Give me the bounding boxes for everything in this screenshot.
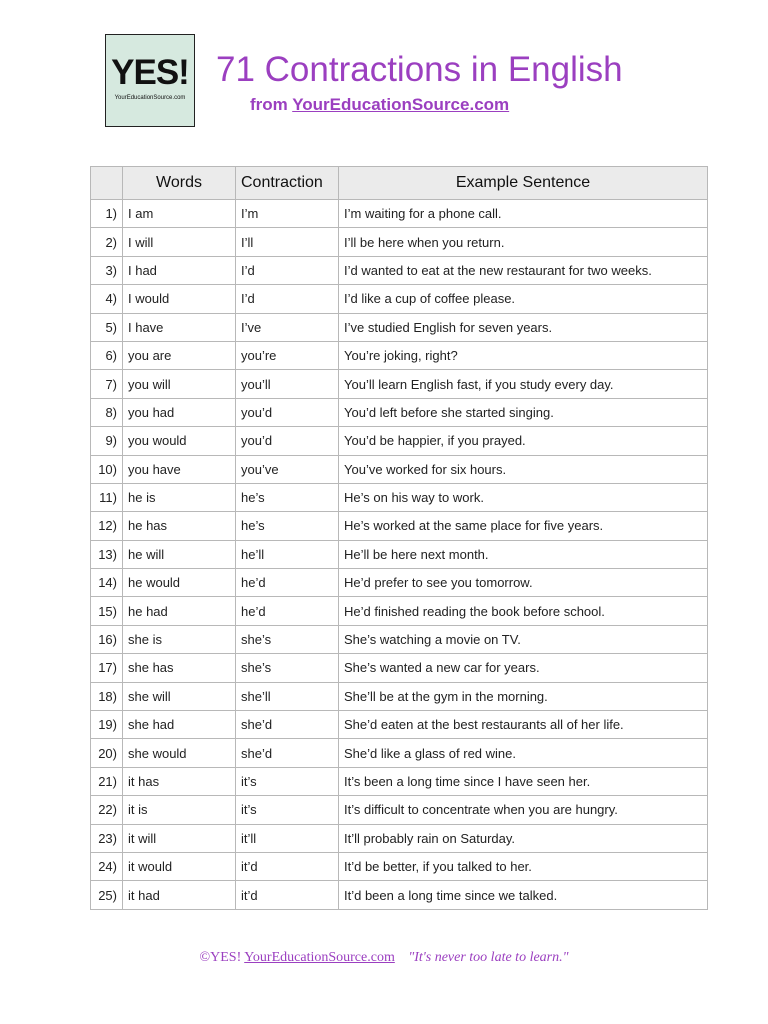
row-number: 20) <box>91 739 123 767</box>
row-example-sentence: He’ll be here next month. <box>339 540 708 568</box>
row-number: 3) <box>91 256 123 284</box>
row-example-sentence: I’d like a cup of coffee please. <box>339 285 708 313</box>
table-row <box>91 569 708 597</box>
table-row <box>91 739 708 767</box>
site-link[interactable]: YourEducationSource.com <box>292 95 510 114</box>
row-number: 5) <box>91 313 123 341</box>
row-contraction: he’ll <box>236 540 339 568</box>
row-number: 12) <box>91 512 123 540</box>
row-words: it will <box>123 824 236 852</box>
row-words: I would <box>123 285 236 313</box>
row-contraction: he’s <box>236 483 339 511</box>
row-words: he has <box>123 512 236 540</box>
row-example-sentence: I’ll be here when you return. <box>339 228 708 256</box>
table-row <box>91 852 708 880</box>
row-number: 24) <box>91 852 123 880</box>
row-number: 22) <box>91 796 123 824</box>
row-number: 7) <box>91 370 123 398</box>
table-header-row <box>91 167 708 200</box>
row-contraction: she’s <box>236 654 339 682</box>
yes-logo <box>105 34 195 127</box>
row-number: 2) <box>91 228 123 256</box>
row-words: you are <box>123 341 236 369</box>
row-example-sentence: He’d finished reading the book before school. <box>339 597 708 625</box>
row-contraction: it’d <box>236 881 339 909</box>
row-contraction: I’m <box>236 200 339 228</box>
row-contraction: it’s <box>236 767 339 795</box>
from-label: from <box>250 95 288 114</box>
row-contraction: I’ll <box>236 228 339 256</box>
row-number: 13) <box>91 540 123 568</box>
row-number: 8) <box>91 398 123 426</box>
table-row <box>91 654 708 682</box>
row-contraction: he’d <box>236 569 339 597</box>
row-example-sentence: It’s difficult to concentrate when you are hungry. <box>339 796 708 824</box>
contractions-table <box>90 166 708 910</box>
footer-site-link[interactable]: YourEducationSource.com <box>244 950 395 965</box>
table-row <box>91 682 708 710</box>
row-contraction: it’d <box>236 852 339 880</box>
row-contraction: it’ll <box>236 824 339 852</box>
row-contraction: it’s <box>236 796 339 824</box>
logo-site-name: YourEducationSource.com <box>114 95 186 101</box>
row-words: you have <box>123 455 236 483</box>
row-words: I had <box>123 256 236 284</box>
row-example-sentence: I’ve studied English for seven years. <box>339 313 708 341</box>
row-number: 25) <box>91 881 123 909</box>
row-number: 9) <box>91 427 123 455</box>
footer-quote: "It's never too late to learn." <box>408 950 569 965</box>
table-row <box>91 767 708 795</box>
row-example-sentence: You’d left before she started singing. <box>339 398 708 426</box>
row-contraction: I’ve <box>236 313 339 341</box>
row-contraction: I’d <box>236 285 339 313</box>
row-contraction: he’s <box>236 512 339 540</box>
table-row <box>91 597 708 625</box>
row-contraction: you’d <box>236 398 339 426</box>
row-example-sentence: He’s on his way to work. <box>339 483 708 511</box>
header-words: Words <box>123 167 236 200</box>
logo-word: YES! <box>111 53 189 92</box>
row-contraction: she’d <box>236 739 339 767</box>
row-example-sentence: She’d eaten at the best restaurants all of her life. <box>339 711 708 739</box>
row-number: 17) <box>91 654 123 682</box>
header-example-sentence: Example Sentence <box>339 167 708 200</box>
table-row <box>91 540 708 568</box>
row-words: she had <box>123 711 236 739</box>
row-number: 10) <box>91 455 123 483</box>
row-example-sentence: You’ll learn English fast, if you study every day. <box>339 370 708 398</box>
row-example-sentence: It’s been a long time since I have seen her. <box>339 767 708 795</box>
row-words: you would <box>123 427 236 455</box>
row-number: 14) <box>91 569 123 597</box>
row-example-sentence: I’m waiting for a phone call. <box>339 200 708 228</box>
table-row <box>91 313 708 341</box>
row-example-sentence: She’ll be at the gym in the morning. <box>339 682 708 710</box>
row-words: you had <box>123 398 236 426</box>
row-contraction: you’ve <box>236 455 339 483</box>
footer-copyright: ©YES! <box>199 950 242 965</box>
row-contraction: you’re <box>236 341 339 369</box>
table-row <box>91 370 708 398</box>
row-contraction: she’s <box>236 625 339 653</box>
row-contraction: you’ll <box>236 370 339 398</box>
row-number: 18) <box>91 682 123 710</box>
table-row <box>91 796 708 824</box>
row-number: 21) <box>91 767 123 795</box>
table-row <box>91 512 708 540</box>
row-words: she is <box>123 625 236 653</box>
row-words: it is <box>123 796 236 824</box>
row-example-sentence: You’ve worked for six hours. <box>339 455 708 483</box>
header-number <box>91 167 123 200</box>
header-contraction: Contraction <box>236 167 339 200</box>
row-words: she would <box>123 739 236 767</box>
table-row <box>91 200 708 228</box>
row-contraction: he’d <box>236 597 339 625</box>
row-example-sentence: It’d be better, if you talked to her. <box>339 852 708 880</box>
row-number: 16) <box>91 625 123 653</box>
table-row <box>91 455 708 483</box>
row-example-sentence: You’d be happier, if you prayed. <box>339 427 708 455</box>
table-row <box>91 427 708 455</box>
table-row <box>91 824 708 852</box>
table-row <box>91 285 708 313</box>
row-example-sentence: He’s worked at the same place for five years. <box>339 512 708 540</box>
row-words: it has <box>123 767 236 795</box>
row-words: she has <box>123 654 236 682</box>
row-example-sentence: I’d wanted to eat at the new restaurant for two weeks. <box>339 256 708 284</box>
row-words: I have <box>123 313 236 341</box>
row-number: 1) <box>91 200 123 228</box>
row-contraction: she’ll <box>236 682 339 710</box>
row-example-sentence: You’re joking, right? <box>339 341 708 369</box>
table-row <box>91 341 708 369</box>
row-words: I am <box>123 200 236 228</box>
row-contraction: you’d <box>236 427 339 455</box>
table-row <box>91 483 708 511</box>
row-number: 11) <box>91 483 123 511</box>
page-title: 71 Contractions in English <box>216 50 623 89</box>
row-words: he would <box>123 569 236 597</box>
row-contraction: I’d <box>236 256 339 284</box>
row-words: he will <box>123 540 236 568</box>
table-row <box>91 711 708 739</box>
row-words: he is <box>123 483 236 511</box>
row-example-sentence: He’d prefer to see you tomorrow. <box>339 569 708 597</box>
row-contraction: she’d <box>236 711 339 739</box>
row-example-sentence: It’ll probably rain on Saturday. <box>339 824 708 852</box>
row-words: I will <box>123 228 236 256</box>
table-row <box>91 625 708 653</box>
row-number: 4) <box>91 285 123 313</box>
row-number: 15) <box>91 597 123 625</box>
row-example-sentence: She’s watching a movie on TV. <box>339 625 708 653</box>
row-words: it had <box>123 881 236 909</box>
row-number: 19) <box>91 711 123 739</box>
row-words: she will <box>123 682 236 710</box>
table-row <box>91 256 708 284</box>
row-example-sentence: She’s wanted a new car for years. <box>339 654 708 682</box>
row-example-sentence: It’d been a long time since we talked. <box>339 881 708 909</box>
footer <box>0 950 768 966</box>
row-number: 6) <box>91 341 123 369</box>
row-words: you will <box>123 370 236 398</box>
table-row <box>91 398 708 426</box>
row-words: he had <box>123 597 236 625</box>
row-example-sentence: She’d like a glass of red wine. <box>339 739 708 767</box>
page-subtitle <box>250 94 509 116</box>
row-words: it would <box>123 852 236 880</box>
table-row <box>91 881 708 909</box>
table-body <box>91 200 708 910</box>
table-row <box>91 228 708 256</box>
row-number: 23) <box>91 824 123 852</box>
